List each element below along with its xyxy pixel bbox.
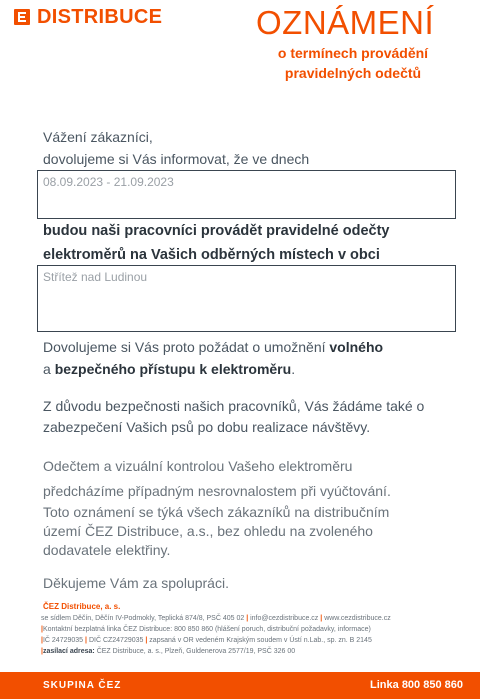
mailing-address-line: |zasílací adresa: ČEZ Distribuce, a. s., Plzeň, Guldenerova 2577/19, PSČ 326 00 <box>41 648 296 655</box>
greeting: Vážení zákazníci, <box>43 129 153 145</box>
cez-logo-icon <box>14 9 30 25</box>
brand-name: DISTRIBUCE <box>37 6 163 28</box>
hotline-number[interactable]: Linka 800 850 860 <box>370 679 463 691</box>
company-name: ČEZ Distribuce, a. s. <box>43 602 121 611</box>
page-subtitle <box>240 43 466 83</box>
scope-line-3: dodavatele elektřiny. <box>43 542 171 558</box>
subtitle-line-2: pravidelných odečtů <box>284 65 422 81</box>
registration-line: |IČ 24729035 | DIČ CZ24729035 | zapsaná v OR vedeném Krajským soudem v Ústí n.Lab., sp. zn. B 2145 <box>41 637 372 644</box>
municipality-field <box>37 265 456 332</box>
address-line: se sídlem Děčín, Děčín IV-Podmokly, Teplická 874/8, PSČ 405 02 | info@cezdistribuce.cz | www.cezdistribuce.cz <box>41 615 391 622</box>
intro-text: dovolujeme si Vás informovat, že ve dnech <box>43 151 310 167</box>
hotline-info-line: |Kontaktní bezplatná linka ČEZ Distribuce: 800 850 860 (hlášení poruch, distribuční požadavky, informace) <box>41 626 371 633</box>
scope-line-1: Toto oznámení se týká všech zákazníků na distribučním <box>43 504 390 520</box>
subtitle-line-1: o termínech provádění <box>277 45 429 61</box>
notice-line-2: elektroměrů na Vašich odběrných místech v obci <box>43 247 380 263</box>
web-link[interactable]: www.cezdistribuce.cz <box>324 615 391 622</box>
email-link[interactable]: info@cezdistribuce.cz <box>250 615 319 622</box>
municipality-value: Střítež nad Ludinou <box>43 270 148 284</box>
control-line-2: předcházíme případným nesrovnalostem při vyúčtování. <box>43 483 391 499</box>
date-range-field <box>37 170 456 219</box>
safety-line-1: Z důvodu bezpečnosti našich pracovníků, Vás žádáme také o <box>43 398 425 414</box>
page-title: OZNÁMENÍ <box>256 4 435 41</box>
safety-line-2: zabezpečení Vašich psů po dobu realizace návštěvy. <box>43 419 371 435</box>
group-label: SKUPINA ČEZ <box>43 680 122 691</box>
date-range-value: 08.09.2023 - 21.09.2023 <box>43 175 174 189</box>
request-line-2: a bezpečného přístupu k elektroměru. <box>43 361 296 377</box>
thanks-text: Děkujeme Vám za spolupráci. <box>43 575 229 591</box>
notice-line-1: budou naši pracovníci provádět pravidelné odečty <box>43 223 390 239</box>
request-line-1: Dovolujeme si Vás proto požádat o umožnění volného <box>43 339 384 355</box>
scope-line-2: území ČEZ Distribuce, a.s., bez ohledu na zvoleného <box>43 523 373 539</box>
control-line-1: Odečtem a vizuální kontrolou Vašeho elektroměru <box>43 458 353 474</box>
